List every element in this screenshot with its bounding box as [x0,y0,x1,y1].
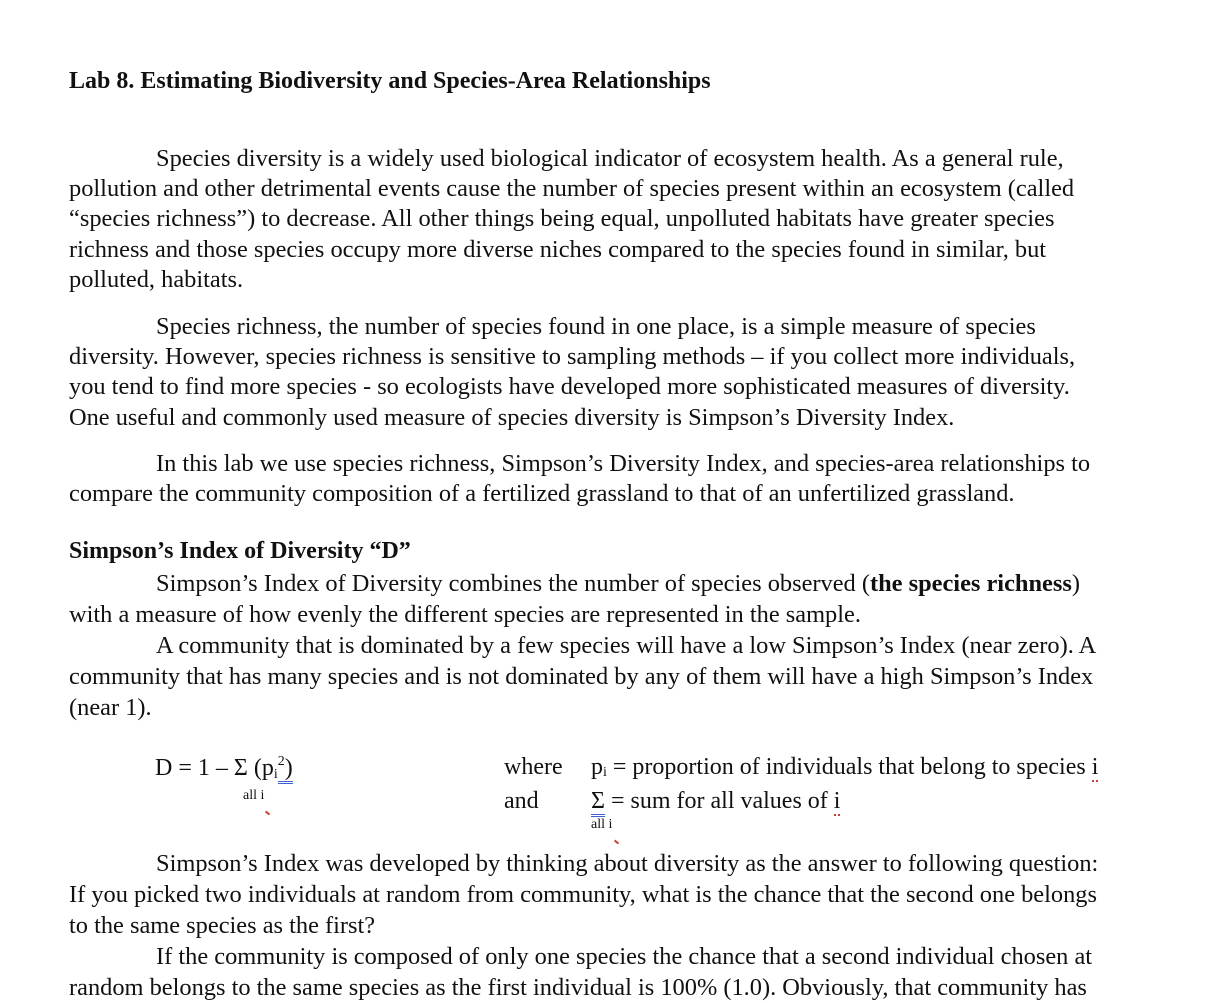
text-line: polluted, habitats. [69,265,244,293]
text-line: compare the community composition of a fertilized grassland to that of an unfertilized grassland. [69,480,1015,508]
text-line: with a measure of how evenly the different species are represented in the sample. [69,601,861,628]
text-line: If you picked two individuals at random from community, what is the chance that the second one belongs [69,881,1097,908]
text-line: If the community is composed of only one species the chance that a second individual chosen at [156,943,1093,970]
spellcheck-mark [614,840,619,845]
formula-sum-subscript: all i [243,788,265,803]
text-line: random belongs to the same species as the first individual is 100% (1.0). Obviously, that community has [69,974,1087,1001]
where-label: where [504,754,563,780]
text-line: community that has many species and is not dominated by any of them will have a high Simpson’s Index [69,663,1094,690]
definition-p: pi = proportion of individuals that belong to species i [591,754,1099,780]
spellcheck-mark [265,811,270,816]
and-label: and [504,788,539,814]
definition-sigma: Σ = sum for all values of i [591,788,840,815]
values-i-symbol: i [833,788,841,814]
text-line: richness and those species occupy more diverse niches compared to the species found in similar, but [69,235,1047,263]
text-line: One useful and commonly used measure of species diversity is Simpson’s Diversity Index. [69,403,955,431]
text-line: Simpson’s Index was developed by thinking about diversity as the answer to following question: [156,850,1099,877]
species-i-symbol: i [1091,754,1099,780]
text-line: (near 1). [69,694,152,721]
text-line: to the same species as the first? [69,912,376,939]
text-line: Simpson’s Index of Diversity combines the number of species observed (the species richness) [156,570,1080,597]
bold-term: the species richness [869,570,1072,597]
sigma-subscript: all i [591,817,613,832]
text-line: pollution and other detrimental events cause the number of species present within an ecosystem (called [69,175,1075,203]
lab-title: Lab 8. Estimating Biodiversity and Species-Area Relationships [69,68,711,94]
text-line: you tend to find more species - so ecologists have developed more sophisticated measures of diversity. [69,373,1070,401]
sigma-symbol: Σ [591,788,605,817]
simpson-formula: D = 1 – Σ $(p_i^2)$ [155,754,293,782]
intro-paragraph-2 [69,312,1194,433]
text-line: “species richness”) to decrease. All other things being equal, unpolluted habitats have greater species [69,205,1055,233]
text-line: A community that is dominated by a few species will have a low Simpson’s Index (near zero). A [156,632,1097,659]
text-line: In this lab we use species richness, Simpson’s Diversity Index, and species-area relationships to [156,450,1091,477]
text-line: Species richness, the number of species found in one place, is a simple measure of species [156,313,1036,340]
simpson-paragraph [69,568,1194,723]
closing-paragraph [69,848,1194,1003]
intro-paragraph-1 [69,144,1194,295]
text-line: diversity. However, species richness is sensitive to sampling methods – if you collect more individuals, [69,343,1076,371]
intro-paragraph-3 [69,449,1194,509]
simpson-heading: Simpson’s Index of Diversity “D” [69,538,411,564]
text-line: Species diversity is a widely used biological indicator of ecosystem health. As a general rule, [156,145,1064,172]
formula-underlined-term: $^2$) [278,755,293,784]
